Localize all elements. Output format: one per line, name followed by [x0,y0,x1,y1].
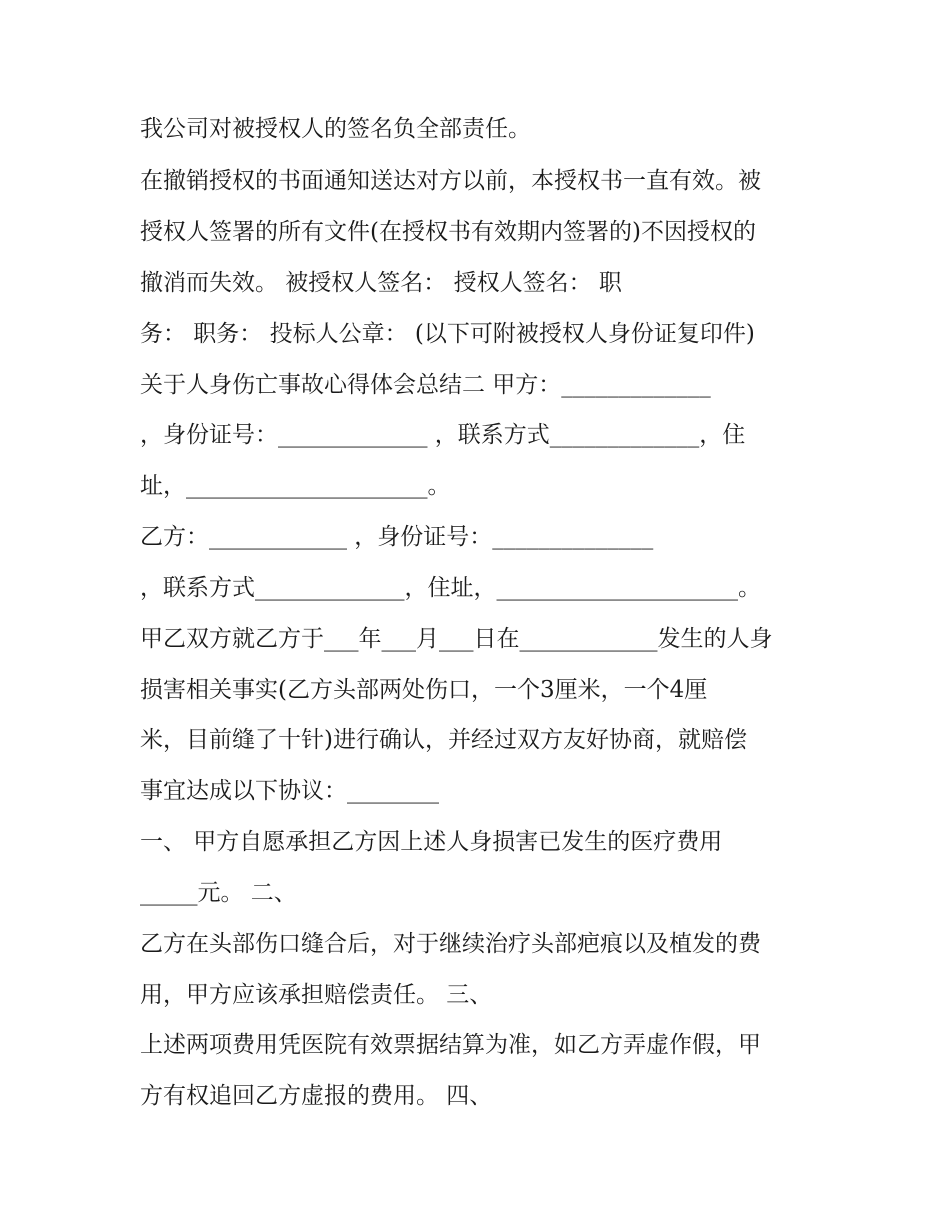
text-line: 我公司对被授权人的签名负全部责任。 [140,116,531,142]
text-line: 在撤销授权的书面通知送达对方以前，本授权书一直有效。被 [140,168,761,194]
text-line: 授权人签署的所有文件(在授权书有效期内签署的)不因授权的 [140,219,756,245]
text-line: 上述两项费用凭医院有效票据结算为准，如乙方弄虚作假，甲 [140,1032,761,1058]
text-line: 损害相关事实(乙方头部两处伤口，一个3厘米，一个4厘 [140,677,708,703]
text-line: 关于人身伤亡事故心得体会总结二 甲方：_____________ [140,372,711,398]
text-line: _____元。 二、 [140,880,297,906]
text-line: 米，目前缝了十针)进行确认，并经过双方友好协商，就赔偿 [140,727,747,753]
text-line: 乙方：____________ ，身份证号：______________ [140,524,654,550]
text-line: 务： 职务： 投标人公章： (以下可附被授权人身份证复印件) [140,321,755,347]
text-line: 甲乙双方就乙方于___年___月___日在____________发生的人身 [140,626,773,652]
text-line: 址，_____________________。 [140,473,451,499]
text-line: 方有权追回乙方虚报的费用。 四、 [140,1083,493,1109]
text-line: 一、 甲方自愿承担乙方因上述人身损害已发生的医疗费用 [140,829,723,855]
text-line: 用，甲方应该承担赔偿责任。 三、 [140,982,493,1008]
text-line: 撤消而失效。 被授权人签名： 授权人签名： 职 [140,270,622,296]
text-line: 事宜达成以下协议：________ [140,778,439,804]
text-line: 乙方在头部伤口缝合后，对于继续治疗头部疤痕以及植发的费 [140,931,761,957]
text-line: ，联系方式_____________，住址，_____________________。 [140,575,761,601]
text-line: ，身份证号：_____________ ，联系方式_____________，住 [140,422,746,448]
